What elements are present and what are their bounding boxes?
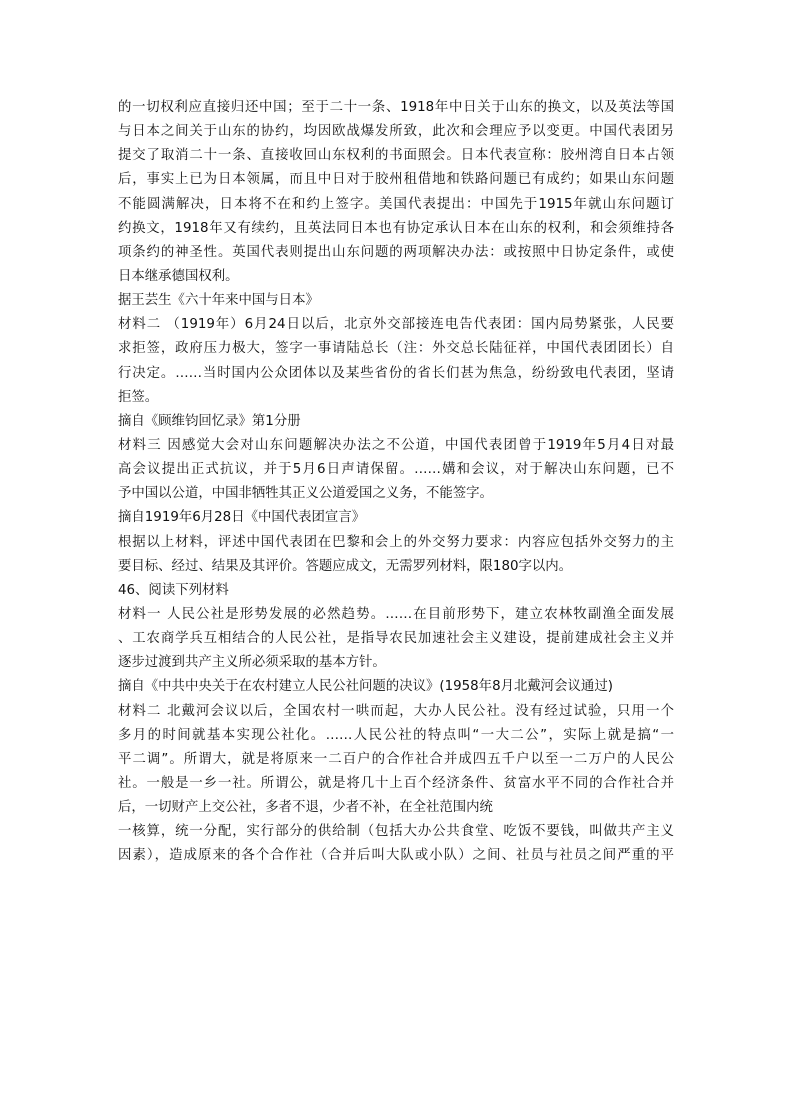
text-line: 材料三 因感觉大会对山东问题解决办法之不公道，中国代表团曾于1919年5月4日对最 [118, 437, 674, 453]
text-line: 求拒签，政府压力极大，签字一事请陆总长（注：外交总长陆征祥，中国代表团团长）自 [118, 341, 674, 357]
text-line: 高会议提出正式抗议，并于5月6日声请保留。……媾和会议，对于解决山东问题，已不 [118, 462, 674, 478]
text-line: 材料二 北戴河会议以后，全国农村一哄而起，大办人民公社。没有经过试验，只用一个 [118, 703, 674, 719]
text-line: 多月的时间就基本实现公社化。……人民公社的特点叫“一大二公”，实际上就是搞“一 [118, 727, 674, 743]
text-line: 46、阅读下列材料 [118, 582, 229, 598]
text-line: 材料一 人民公社是形势发展的必然趋势。……在目前形势下，建立农林牧副渔全面发展 [118, 606, 674, 622]
text-line: 后，事实上已为日本领属，而且中日对于胶州租借地和铁路问题已有成约；如果山东问题 [118, 172, 674, 188]
text-line: 后，一切财产上交公社，多者不退，少者不补，在全社范围内统 [118, 800, 493, 816]
text-line: 项条约的神圣性。英国代表则提出山东问题的两项解决办法：或按照中日协定条件，或使 [118, 244, 674, 260]
text-line: 材料二 （1919年）6月24日以后，北京外交部接连电告代表团：国内局势紧张，人民要 [118, 317, 674, 333]
text-line: 行决定。……当时国内公众团体以及某些省份的省长们甚为焦急，纷纷致电代表团，坚请 [118, 365, 674, 381]
text-line: 、工农商学兵互相结合的人民公社，是指导农民加速社会主义建设，提前建成社会主义并 [118, 631, 674, 647]
text-line: 拒签。 [118, 389, 159, 405]
text-line: 根据以上材料，评述中国代表团在巴黎和会上的外交努力要求：内容应包括外交努力的主 [118, 534, 674, 550]
text-line: 不能圆满解决，日本将不在和约上签字。美国代表提出：中国先于1915年就山东问题订 [118, 196, 674, 212]
text-line: 要目标、经过、结果及其评价。答题应成文，无需罗列材料，限180字以内。 [118, 558, 573, 574]
text-line: 因素），造成原来的各个合作社（合并后叫大队或小队）之间、社员与社员之间严重的平 [118, 848, 674, 864]
text-line: 与日本之间关于山东的协约，均因欧战爆发所致，此次和会理应予以变更。中国代表团另 [118, 124, 674, 140]
document-body [118, 96, 674, 869]
text-line: 提交了取消二十一条、直接收回山东权利的书面照会。日本代表宣称：胶州湾自日本占领 [118, 148, 674, 164]
text-line: 一核算，统一分配，实行部分的供给制（包括大办公共食堂、吃饭不要钱，叫做共产主义 [118, 824, 674, 840]
text-line: 约换文，1918年又有续约，且英法同日本也有协定承认日本在山东的权利，和会须维持各 [118, 220, 674, 236]
text-line: 摘自《顾维钧回忆录》第1分册 [118, 413, 301, 429]
text-line: 摘自《中共中央关于在农村建立人民公社问题的决议》(1958年8月北戴河会议通过) [118, 679, 613, 695]
text-line: 据王芸生《六十年来中国与日本》 [118, 293, 319, 309]
text-line: 日本继承德国权利。 [118, 268, 239, 284]
text-line: 的一切权利应直接归还中国；至于二十一条、1918年中日关于山东的换文，以及英法等国 [118, 100, 674, 115]
text-line: 逐步过渡到共产主义所必须采取的基本方针。 [118, 655, 386, 671]
text-line: 予中国以公道，中国非牺牲其正义公道爱国之义务，不能签字。 [118, 486, 493, 502]
text-line: 社。一般是一乡一社。所谓公，就是将几十上百个经济条件、贫富水平不同的合作社合并 [118, 775, 674, 791]
text-line: 摘自1919年6月28日《中国代表团宣言》 [118, 510, 366, 526]
text-line: 平二调”。所谓大，就是将原来一二百户的合作社合并成四五千户以至一二万户的人民公 [118, 751, 674, 767]
